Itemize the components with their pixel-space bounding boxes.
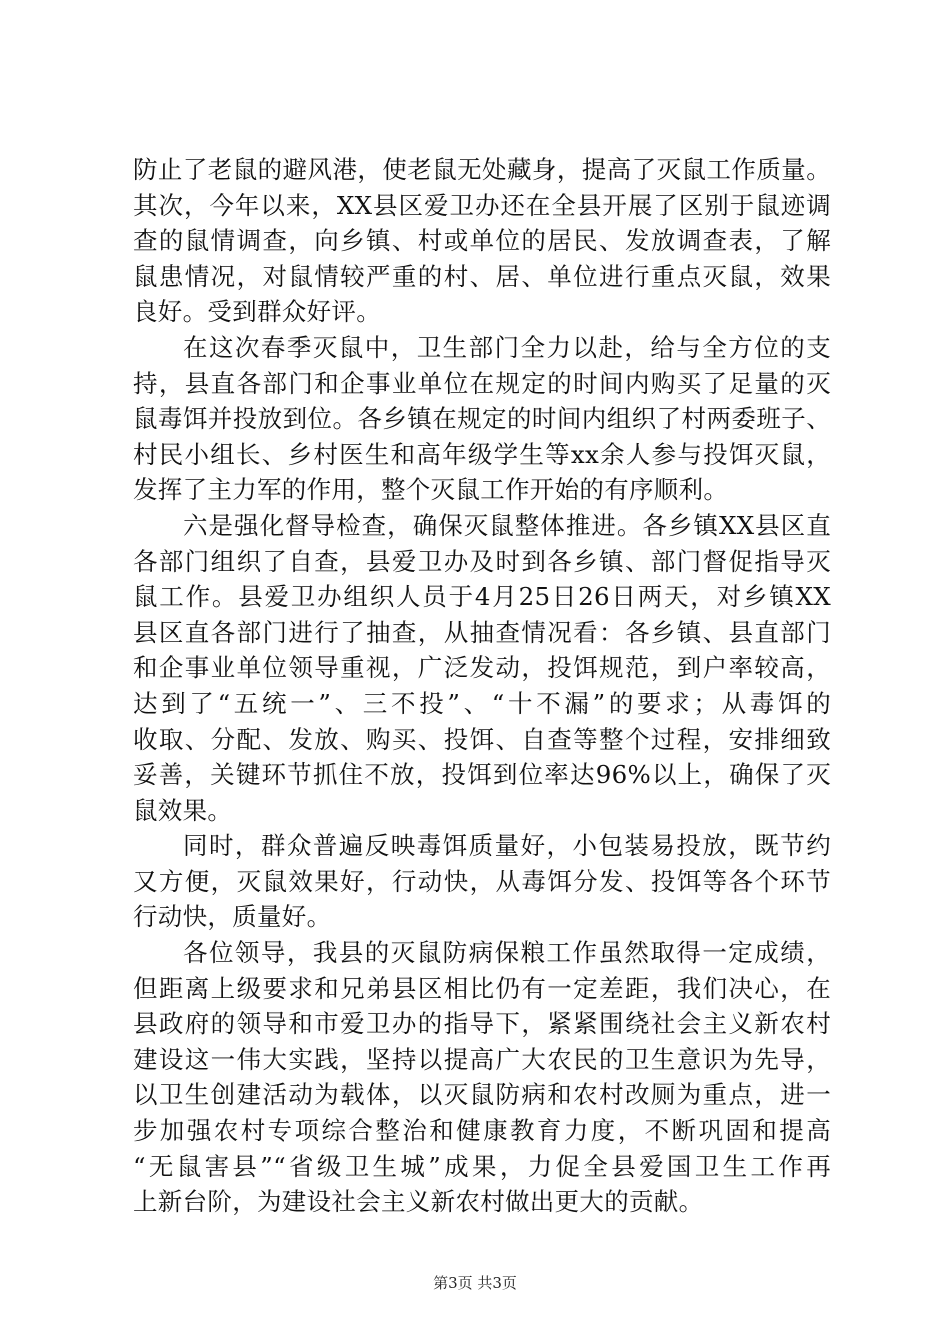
- paragraph-4: [133, 828, 831, 935]
- text-line: 以卫生创建活动为载体，以灭鼠防病和农村改厕为重点，进一: [133, 1080, 831, 1110]
- text-line: 步加强农村专项综合整治和健康教育力度，不断巩固和提高: [133, 1116, 831, 1146]
- text-line: 鼠工作。县爱卫办组织人员于4月25日26日两天，对乡镇XX: [133, 582, 831, 612]
- text-line: 但距离上级要求和兄弟县区相比仍有一定差距，我们决心，在: [133, 973, 831, 1003]
- text-line: 县政府的领导和市爱卫办的指导下，紧紧围绕社会主义新农村: [133, 1009, 831, 1039]
- paragraph-2: [133, 330, 831, 508]
- text-line: 妥善，关键环节抓住不放，投饵到位率达96%以上，确保了灭: [133, 760, 831, 790]
- text-line: 其次，今年以来，XX县区爱卫办还在全县开展了区别于鼠迹调: [133, 190, 831, 220]
- text-line: 发挥了主力军的作用，整个灭鼠工作开始的有序顺利。: [133, 475, 729, 505]
- text-line: 建设这一伟大实践，坚持以提高广大农民的卫生意识为先导，: [133, 1044, 831, 1074]
- text-line: 村民小组长、乡村医生和高年级学生等xx余人参与投饵灭鼠，: [133, 439, 831, 469]
- text-line: 六是强化督导检查，确保灭鼠整体推进。各乡镇XX县区直: [183, 510, 831, 540]
- text-line: 上新台阶，为建设社会主义新农村做出更大的贡献。: [133, 1187, 704, 1217]
- text-line: 收取、分配、发放、购买、投饵、自查等整个过程，安排细致: [133, 724, 831, 754]
- text-line: 县区直各部门进行了抽查，从抽查情况看：各乡镇、县直部门: [133, 617, 831, 647]
- text-line: 行动快，质量好。: [133, 902, 332, 932]
- text-line: 良好。受到群众好评。: [133, 297, 381, 327]
- text-line: 查的鼠情调查，向乡镇、村或单位的居民、发放调查表，了解: [133, 226, 831, 256]
- text-line: 各部门组织了自查，县爱卫办及时到各乡镇、部门督促指导灭: [133, 546, 831, 576]
- text-line: 鼠效果。: [133, 795, 233, 825]
- text-line: 防止了老鼠的避风港，使老鼠无处藏身，提高了灭鼠工作质量。: [133, 155, 831, 184]
- text-line: 各位领导，我县的灭鼠防病保粮工作虽然取得一定成绩，: [183, 938, 831, 968]
- text-line: 达到了“五统一”、三不投”、“十不漏”的要求；从毒饵的: [133, 688, 831, 718]
- text-line: 又方便，灭鼠效果好，行动快，从毒饵分发、投饵等各个环节: [133, 866, 831, 896]
- page-footer: 第3页 共3页: [433, 1274, 517, 1292]
- paragraph-1: [133, 152, 831, 330]
- text-line: 持，县直各部门和企事业单位在规定的时间内购买了足量的灭: [133, 368, 831, 398]
- text-line: 同时，群众普遍反映毒饵质量好，小包装易投放，既节约: [183, 831, 831, 861]
- text-line: “无鼠害县”“省级卫生城”成果，力促全县爱国卫生工作再: [133, 1151, 831, 1181]
- paragraph-5: [133, 935, 831, 1220]
- paragraph-3: [133, 508, 831, 828]
- text-line: 和企事业单位领导重视，广泛发动，投饵规范，到户率较高，: [133, 653, 831, 683]
- text-line: 在这次春季灭鼠中，卫生部门全力以赴，给与全方位的支: [183, 332, 831, 362]
- text-line: 鼠毒饵并投放到位。各乡镇在规定的时间内组织了村两委班子、: [133, 404, 831, 434]
- text-line: 鼠患情况，对鼠情较严重的村、居、单位进行重点灭鼠，效果: [133, 261, 831, 291]
- document-body: [133, 152, 831, 1220]
